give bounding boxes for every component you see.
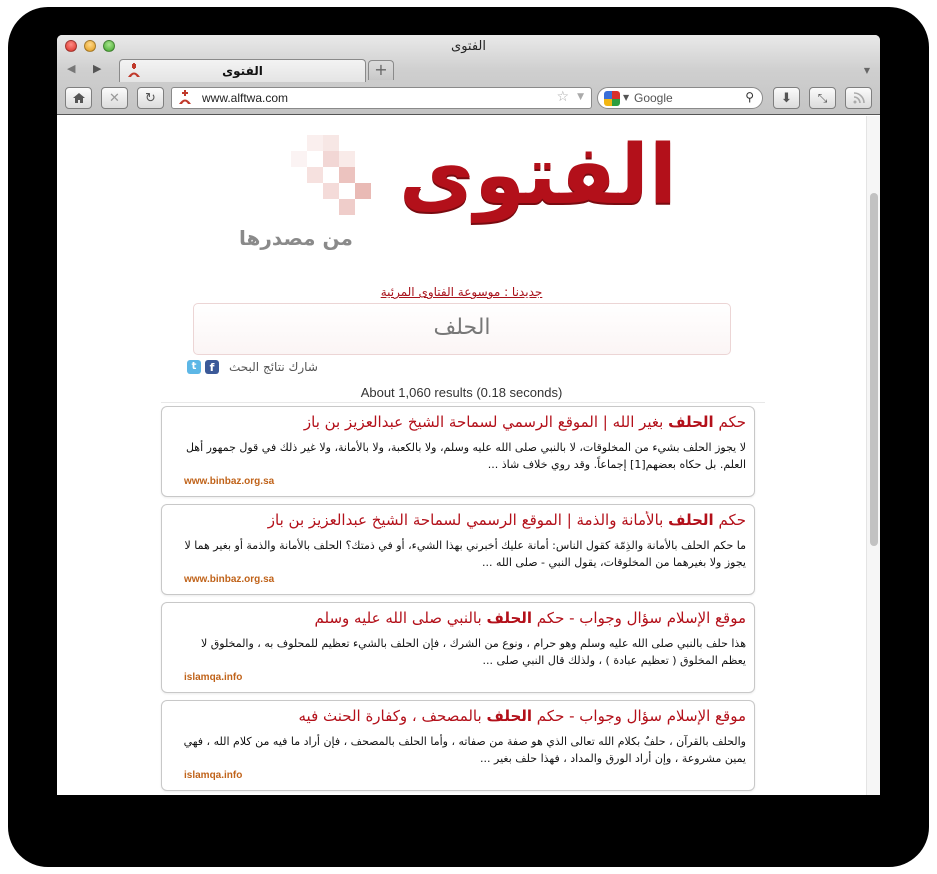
search-placeholder: Google [634,91,673,105]
result-title-text: موقع الإسلام سؤال وجواب - حكم [532,609,746,627]
result-url[interactable]: www.binbaz.org.sa [184,476,275,487]
bookmark-star-icon[interactable]: ☆ [556,89,569,105]
search-query-input[interactable]: الحلف [193,303,731,355]
result-title-link[interactable] [170,413,746,431]
home-button[interactable] [65,87,92,109]
stop-button[interactable] [101,87,128,109]
result-title-text: بالنبي صلى الله عليه وسلم [314,609,487,627]
result-title-text: حكم [713,413,746,431]
logo-tagline: من مصدرها [239,226,353,250]
result-title-link[interactable] [170,609,746,627]
result-title-keyword: الحلف [668,511,714,529]
tab-label: الفتوى [222,64,263,78]
result-title-keyword: الحلف [668,413,714,431]
window-title: الفتوى [451,39,486,54]
result-title-text: موقع الإسلام سؤال وجواب - حكم [532,707,746,725]
search-icon: ⚲ [745,90,754,104]
result-url[interactable]: islamqa.info [184,672,243,683]
browser-window [57,35,880,795]
result-title-text: حكم [713,511,746,529]
result-title-text: بغير الله | الموقع الرسمي لسماحة الشيخ عبدالعزيز بن باز [303,413,669,431]
share-results [187,360,318,374]
fullscreen-button[interactable] [809,87,836,109]
twitter-icon[interactable]: t [187,360,201,374]
new-tab-button[interactable]: + [368,60,394,80]
site-logo[interactable] [237,128,677,261]
page-content [57,116,880,795]
search-bar[interactable] [597,87,763,109]
site-favicon-icon [177,90,193,106]
tab-active[interactable] [119,59,366,82]
result-title-text: بالمصحف ، وكفارة الحنث فيه [298,707,487,725]
rss-icon [853,92,865,104]
tab-bar [57,59,880,81]
result-snippet: هذا حلف بالنبي صلى الله عليه وسلم وهو حرام ، ونوع من الشرك ، فإن الحلف بالشيء تعظيم للمحلوف به ، والمخلوق لا يعظم المخلوق ( تعظيم عبادة ) ، ولذلك قال النبي صلى ... [200,637,746,667]
result-title-link[interactable] [170,707,746,725]
result-title-text: بالأمانة والذمة | الموقع الرسمي لسماحة الشيخ عبدالعزيز بن باز [267,511,669,529]
result-title-keyword: الحلف [486,707,533,725]
result-card [161,504,755,595]
download-arrow-icon: ⬇ [781,90,792,106]
result-snippet: لا يجوز الحلف بشيء من المخلوقات، لا بالنبي صلى الله عليه وسلم، ولا بالكعبة، ولا بالأمانة، ولا غير ذلك في قول جمهور أهل العلم. بل حكاه بعضهم[1] إجماعاً. وقد روي خلاف شاذ ... [185,441,746,471]
result-card [161,406,755,497]
results-stats: About 1,060 results (0.18 seconds) [360,385,563,400]
vertical-scrollbar[interactable] [866,116,880,795]
toolbar [57,86,880,112]
home-icon [72,92,86,104]
result-card [161,700,755,791]
url-text: www.alftwa.com [202,91,289,105]
result-url[interactable]: www.binbaz.org.sa [184,574,275,585]
tab-overflow-icon[interactable]: ▼ [863,66,870,75]
titlebar [57,35,880,115]
url-dropdown-icon[interactable]: ▼ [577,92,584,102]
address-bar[interactable] [171,87,592,109]
forward-arrow-icon[interactable]: ▶ [93,62,102,75]
stop-icon: ✕ [109,90,120,106]
downloads-button[interactable] [773,87,800,109]
result-title-link[interactable] [170,511,746,529]
result-title-keyword: الحلف [486,609,533,627]
scrollbar-thumb[interactable] [870,193,878,546]
result-url[interactable]: islamqa.info [184,770,243,781]
reload-icon: ↻ [145,90,156,106]
divider [161,402,765,403]
share-label: شارك نتائج البحث [229,360,318,374]
reload-button[interactable] [137,87,164,109]
result-snippet: ما حكم الحلف بالأمانة والذِمّة كقول الناس: أمانة عليك أخبرني بهذا الشيء، أو في ذمتك؟ الحلف بالأمانة والذمة أو بغير هما لا يجوز ولا بغيرهما من المخلوقات، يقول النبي - صلى الله ... [184,539,746,569]
rss-button[interactable] [845,87,872,109]
result-card [161,602,755,693]
logo-wordmark: الفتوى [399,128,677,223]
result-snippet: والحلف بالقرآن ، حلفٌ بكلام الله تعالى الذي هو صفة من صفاته ، وأما الحلف بالمصحف ، فإن أراد ما فيه من كلام الله ، فهي يمين مشروعة ، وإن أراد الورق والمداد ، فهذا حلف بغير ... [183,735,746,765]
search-engine-dropdown-icon[interactable]: ▼ [623,93,630,102]
back-arrow-icon[interactable]: ◀ [67,62,76,75]
fullscreen-icon: ⤡ [817,90,828,105]
new-feature-link[interactable]: جديدنا : موسوعة الفتاوى المرئية [380,285,543,299]
facebook-icon[interactable]: f [205,360,219,374]
google-logo-icon[interactable] [604,91,620,106]
